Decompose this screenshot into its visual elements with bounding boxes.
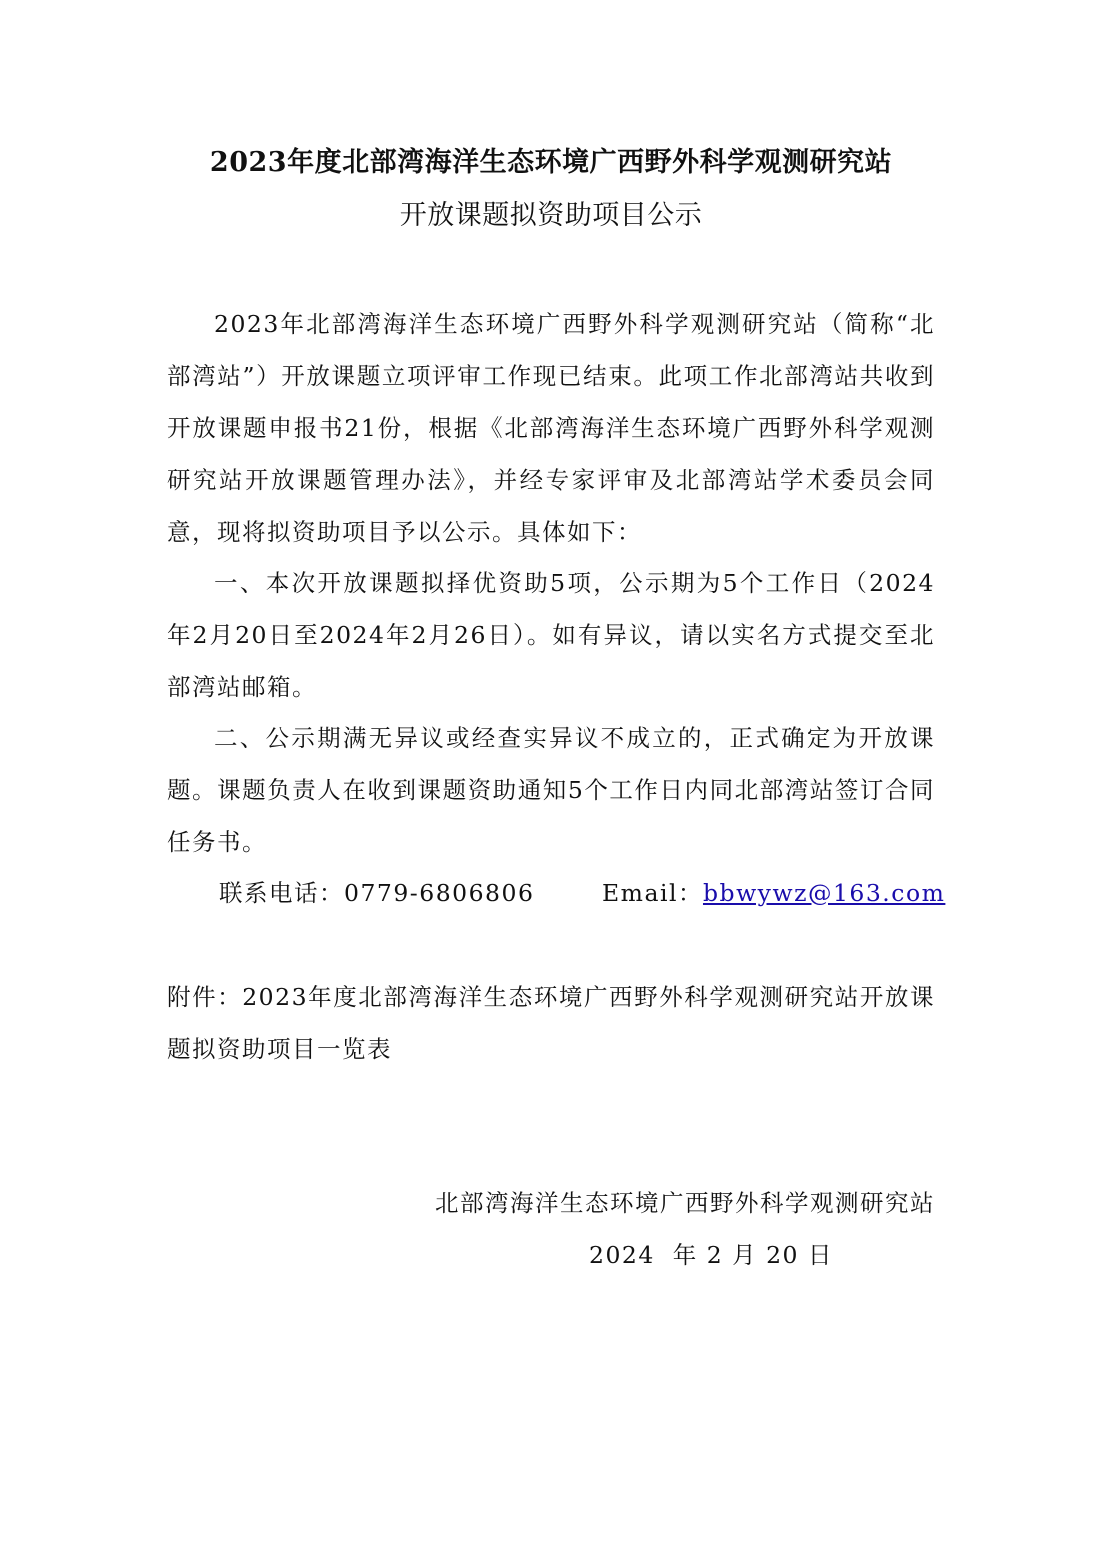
contact-line — [219, 867, 946, 919]
attachment-note: 附件：2023年度北部湾海洋生态环境广西野外科学观测研究站开放课题拟资助项目一览表 — [167, 983, 935, 1063]
body-paragraph-item-two: 二、公示期满无异议或经查实异议不成立的，正式确定为开放课题。课题负责人在收到课题资助通知5个工作日内同北部湾站签订合同任务书。 — [167, 724, 935, 856]
signature-organization: 北部湾海洋生态环境广西野外科学观测研究站 — [435, 1189, 935, 1217]
document-title-line1: 2023年度北部湾海洋生态环境广西野外科学观测研究站 — [209, 147, 893, 178]
contact-phone: 联系电话：0779-6806806 — [219, 879, 535, 907]
email-link[interactable]: bbwywz@163.com — [702, 879, 946, 907]
contact-email — [602, 867, 945, 919]
body-paragraph-intro: 2023年北部湾海洋生态环境广西野外科学观测研究站（简称“北部湾站”）开放课题立项评审工作现已结束。此项工作北部湾站共收到开放课题申报书21份，根据《北部湾海洋生态环境广西野外科学观测研究站开放课题管理办法》，并经专家评审及北部湾站学术委员会同意，现将拟资助项目予以公示。具体如下： — [167, 310, 935, 546]
email-label: Email： — [602, 879, 703, 907]
document-title-line2: 开放课题拟资助项目公示 — [399, 200, 703, 231]
body-paragraph-item-one: 一、本次开放课题拟择优资助5项，公示期为5个工作日（2024年2月20日至2024年2月26日）。如有异议，请以实名方式提交至北部湾站邮箱。 — [167, 569, 935, 701]
signature-date: 2024 年 2 月 20 日 — [589, 1241, 833, 1269]
